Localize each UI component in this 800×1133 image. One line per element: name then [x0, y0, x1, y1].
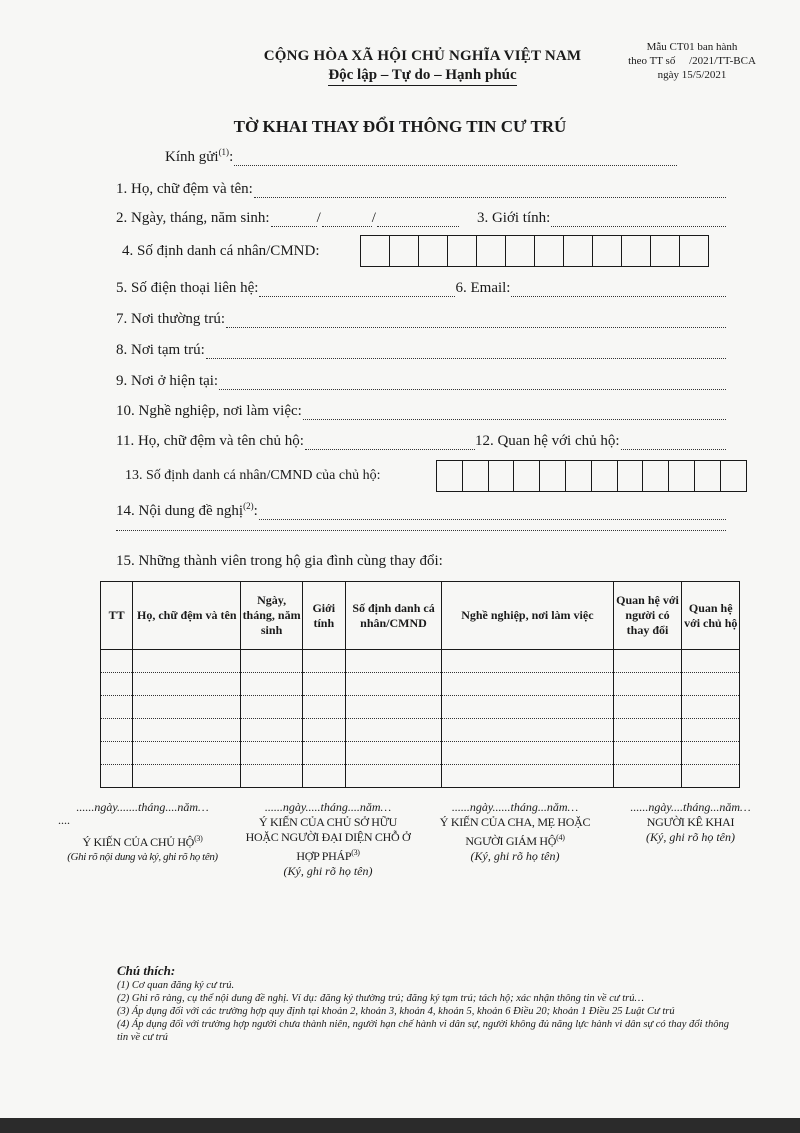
signature-caption: Ý KIẾN CỦA CHỦ SỞ HỮU HOẶC NGƯỜI ĐẠI DIỆN CHỖ Ở HỢP PHÁP: [245, 815, 411, 863]
full-name-input[interactable]: [254, 184, 726, 198]
occupation-input[interactable]: [303, 406, 726, 420]
occupation-label: 10. Nghề nghiệp, nơi làm việc:: [116, 403, 302, 419]
footnotes-heading: Chú thích:: [117, 963, 176, 978]
full-name-row: [116, 178, 726, 198]
footnote-item: (2) Ghi rõ ràng, cụ thể nội dung đề nghị. Ví dụ: đăng ký thường trú; đăng ký tạm trú; tách hộ; xác nhận thông tin về cư trú…: [117, 993, 644, 1004]
motto: Độc lập – Tự do – Hạnh phúc: [328, 67, 516, 86]
permanent-residence-row: [116, 308, 726, 328]
bottom-edge: [0, 1118, 800, 1133]
table-row: [101, 696, 740, 719]
dob-day-input[interactable]: [271, 213, 317, 227]
footnotes: [117, 964, 737, 1044]
form-code: [612, 40, 772, 82]
gender-input[interactable]: [551, 213, 726, 227]
country-name: CỘNG HÒA XÃ HỘI CHỦ NGHĨA VIỆT NAM: [263, 48, 582, 64]
footnote-ref: (3): [351, 848, 360, 857]
col-header: Số định danh cá nhân/CMND: [345, 582, 441, 650]
signature-note: (Ký, ghi rõ họ tên): [470, 849, 560, 863]
date-separator: /: [316, 210, 321, 226]
contact-row: [116, 277, 726, 297]
table-row: [101, 719, 740, 742]
form-code-line: Mẫu CT01 ban hành: [646, 41, 738, 53]
col-header: Quan hệ với người có thay đổi: [613, 582, 682, 650]
footnote-ref: (1): [218, 147, 230, 157]
permanent-residence-input[interactable]: [226, 314, 726, 328]
signature-note: (Ký, ghi rõ họ tên): [283, 864, 373, 878]
email-input[interactable]: [511, 283, 726, 297]
date-separator: /: [371, 210, 376, 226]
head-id-number-label: 13. Số định danh cá nhân/CMND của chủ hộ:: [125, 468, 381, 483]
dob-gender-row: [116, 207, 726, 227]
relationship-input[interactable]: [621, 436, 726, 450]
temporary-residence-input[interactable]: [206, 345, 726, 359]
signature-declarant: [608, 800, 773, 845]
col-header: Họ, chữ đệm và tên: [133, 582, 241, 650]
temporary-residence-label: 8. Nơi tạm trú:: [116, 342, 205, 358]
col-header: Giới tính: [302, 582, 345, 650]
signature-date: ......ngày.......tháng....năm…: [76, 800, 209, 814]
footnote-ref: (4): [556, 833, 565, 842]
table-row: [101, 765, 740, 788]
request-content-input[interactable]: [259, 506, 726, 520]
gender-label: 3. Giới tính:: [476, 210, 551, 226]
phone-input[interactable]: [259, 283, 455, 297]
relationship-label: 12. Quan hệ với chủ hộ:: [474, 433, 620, 449]
signature-note: (Ký, ghi rõ họ tên): [646, 830, 735, 844]
id-number-boxes[interactable]: [360, 235, 709, 267]
dob-year-input[interactable]: [377, 213, 459, 227]
permanent-residence-label: 7. Nơi thường trú:: [116, 311, 225, 327]
dob-label: 2. Ngày, tháng, năm sinh:: [116, 210, 270, 226]
signature-note: (Ghi rõ nội dung và ký, ghi rõ họ tên): [67, 851, 218, 863]
signature-caption: NGƯỜI KÊ KHAI: [646, 815, 735, 829]
email-label: 6. Email:: [455, 280, 511, 296]
national-header: [250, 48, 595, 86]
table-row: [101, 742, 740, 765]
footnote-ref: (3): [194, 834, 203, 843]
id-number-label: 4. Số định danh cá nhân/CMND:: [122, 243, 320, 259]
recipient-label: Kính gửi: [165, 149, 219, 165]
footnote-item: (3) Áp dụng đối với các trường hợp quy định tại khoản 2, khoản 3, khoản 4, khoản 5, khoản 6 Điều 20; khoản 1 Điều 25 Luật Cư trú: [117, 1006, 675, 1017]
signature-date: ......ngày......tháng...năm…: [451, 800, 579, 814]
temporary-residence-row: [116, 339, 726, 359]
current-address-row: [116, 370, 726, 390]
table-row: [101, 673, 740, 696]
footnote-item: (1) Cơ quan đăng ký cư trú.: [117, 980, 235, 991]
signature-caption: Ý KIẾN CỦA CHA, MẸ HOẶC NGƯỜI GIÁM HỘ: [439, 815, 591, 848]
household-head-row: [116, 430, 726, 450]
form-code-line: theo TT số /2021/TT-BCA: [628, 55, 756, 67]
occupation-row: [116, 400, 726, 420]
col-header: Nghề nghiệp, nơi làm việc: [442, 582, 613, 650]
signature-guardian: [425, 800, 605, 864]
signature-date: ......ngày....tháng...năm…: [630, 800, 751, 814]
current-address-input[interactable]: [219, 376, 726, 390]
members-label: 15. Những thành viên trong hộ gia đình cùng thay đổi:: [116, 553, 443, 569]
request-content-row: 14. Nội dung đề nghị$^{(2)}$:: [116, 500, 726, 520]
household-head-label: 11. Họ, chữ đệm và tên chủ hộ:: [116, 433, 304, 449]
footnote-ref: (2): [243, 501, 254, 511]
footnote-item: (4) Áp dụng đối với trường hợp người chưa thành niên, người hạn chế hành vi dân sự, người không đủ năng lực hành vi dân sự có thay đổi thông tin về cư trú: [117, 1019, 729, 1043]
full-name-label: 1. Họ, chữ đệm và tên:: [116, 181, 253, 197]
phone-label: 5. Số điện thoại liên hệ:: [116, 280, 259, 296]
signature-date-extra: ....: [58, 813, 70, 827]
head-id-number-boxes[interactable]: [436, 460, 747, 492]
request-content-input-line2[interactable]: [116, 530, 726, 531]
members-table: [100, 581, 740, 788]
signature-date: ......ngày.....tháng....năm…: [264, 800, 392, 814]
form-code-line: ngày 15/5/2021: [657, 69, 727, 81]
signature-owner: [243, 800, 413, 879]
recipient-row: Kính gửi$^{(1)}$:: [165, 146, 677, 166]
col-header: Ngày, tháng, năm sinh: [241, 582, 302, 650]
signature-caption: Ý KIẾN CỦA CHỦ HỘ: [82, 835, 195, 849]
recipient-input[interactable]: [234, 152, 677, 166]
table-row: [101, 650, 740, 673]
signature-household-head: [50, 800, 235, 865]
col-header: Quan hệ với chủ hộ: [682, 582, 740, 650]
col-header: TT: [101, 582, 133, 650]
current-address-label: 9. Nơi ở hiện tại:: [116, 373, 219, 389]
dob-month-input[interactable]: [322, 213, 372, 227]
request-content-label: 14. Nội dung đề nghị: [116, 503, 244, 519]
household-head-input[interactable]: [305, 436, 475, 450]
form-title: TỜ KHAI THAY ĐỔI THÔNG TIN CƯ TRÚ: [233, 117, 567, 136]
